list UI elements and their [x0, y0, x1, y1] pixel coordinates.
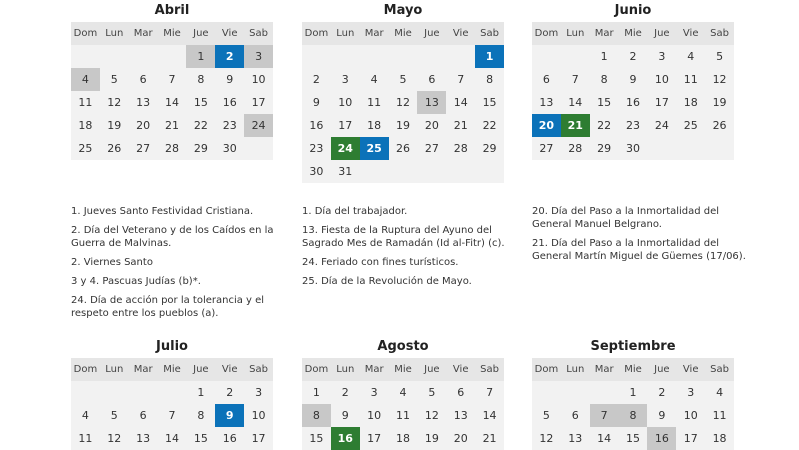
- holiday-note: 13. Fiesta de la Ruptura del Ayuno del Sagrado Mes de Ramadán (Id al-Fitr) (c).: [302, 225, 505, 249]
- weekday-label: Dom: [71, 358, 100, 381]
- weekday-header: [532, 22, 734, 45]
- month-julio: [71, 336, 273, 450]
- day-cell: 29: [193, 142, 208, 155]
- day-cell: 4: [81, 409, 89, 422]
- day-cell: 12: [395, 96, 410, 109]
- day-cell: 17: [683, 432, 698, 445]
- day-cell: 18: [683, 96, 698, 109]
- holiday-note: 25. Día de la Revolución de Mayo.: [302, 276, 472, 287]
- day-cell: 14: [164, 96, 179, 109]
- day-cell: 16: [331, 427, 360, 450]
- weekday-label: Sab: [705, 22, 734, 45]
- day-cell: 10: [367, 409, 382, 422]
- day-cell: 3: [255, 386, 263, 399]
- day-cell: 15: [625, 432, 640, 445]
- day-cell: 2: [226, 386, 234, 399]
- month-septiembre: [532, 336, 734, 450]
- day-cell: 30: [625, 142, 640, 155]
- weekday-label: Vie: [446, 22, 475, 45]
- day-cell: 13: [417, 91, 446, 114]
- day-cell: 20: [453, 432, 468, 445]
- day-cell: 23: [222, 119, 237, 132]
- day-cell: 5: [110, 73, 118, 86]
- weekday-header: [302, 22, 504, 45]
- day-cell: 5: [542, 409, 550, 422]
- weekday-label: Mar: [590, 22, 619, 45]
- day-cell: 11: [78, 96, 93, 109]
- day-cell: 14: [597, 432, 612, 445]
- day-cell: 6: [571, 409, 579, 422]
- day-cell: 26: [107, 142, 122, 155]
- empty-day-cell: [475, 160, 504, 183]
- day-cell: 10: [251, 73, 266, 86]
- day-cell: 8: [486, 73, 494, 86]
- month-agosto: [302, 336, 504, 450]
- day-cell: 13: [539, 96, 554, 109]
- day-cell: 9: [658, 409, 666, 422]
- day-cell: 7: [486, 386, 494, 399]
- day-cell: 15: [193, 96, 208, 109]
- weekday-header: [302, 358, 504, 381]
- weekday-label: Lun: [561, 358, 590, 381]
- day-cell: 3: [687, 386, 695, 399]
- day-cell: 19: [107, 119, 122, 132]
- day-cell: 16: [647, 427, 676, 450]
- day-cell: 1: [186, 45, 215, 68]
- day-cell: 22: [597, 119, 612, 132]
- day-cell: 29: [482, 142, 497, 155]
- weekday-label: Jue: [186, 22, 215, 45]
- day-cell: 8: [619, 404, 648, 427]
- empty-day-cell: [532, 381, 561, 404]
- day-cell: 16: [222, 96, 237, 109]
- day-cell: 15: [193, 432, 208, 445]
- day-cell: 2: [658, 386, 666, 399]
- day-cell: 9: [226, 73, 234, 86]
- weekday-label: Sab: [244, 22, 273, 45]
- day-cell: 8: [302, 404, 331, 427]
- day-cell: 16: [222, 432, 237, 445]
- day-cell: 9: [341, 409, 349, 422]
- day-cell: 12: [107, 432, 122, 445]
- weekday-label: Dom: [302, 358, 331, 381]
- day-cell: 5: [399, 73, 407, 86]
- weekday-header: [71, 22, 273, 45]
- day-cell: 17: [251, 96, 266, 109]
- weekday-label: Vie: [446, 358, 475, 381]
- empty-day-cell: [331, 45, 360, 68]
- day-cell: 10: [338, 96, 353, 109]
- day-cell: 4: [370, 73, 378, 86]
- day-cell: 26: [395, 142, 410, 155]
- weekday-label: Vie: [676, 358, 705, 381]
- weekday-label: Lun: [331, 358, 360, 381]
- day-cell: 7: [457, 73, 465, 86]
- empty-day-cell: [417, 160, 446, 183]
- weekday-label: Vie: [676, 22, 705, 45]
- day-cell: 9: [215, 404, 244, 427]
- day-cell: 16: [309, 119, 324, 132]
- day-cell: 27: [424, 142, 439, 155]
- day-cell: 13: [136, 432, 151, 445]
- weekday-label: Dom: [532, 22, 561, 45]
- day-cell: 17: [367, 432, 382, 445]
- day-cell: 3: [341, 73, 349, 86]
- day-cell: 14: [482, 409, 497, 422]
- day-cell: 31: [338, 165, 353, 178]
- day-cell: 7: [168, 73, 176, 86]
- weekday-label: Mar: [590, 358, 619, 381]
- weekday-label: Dom: [302, 22, 331, 45]
- day-cell: 19: [395, 119, 410, 132]
- empty-day-cell: [389, 45, 418, 68]
- empty-day-cell: [705, 137, 734, 160]
- day-cell: 8: [600, 73, 608, 86]
- day-cell: 25: [78, 142, 93, 155]
- day-cell: 1: [197, 386, 205, 399]
- holiday-note: 2. Día del Veterano y de los Caídos en la Guerra de Malvinas.: [71, 225, 274, 249]
- weekday-label: Vie: [215, 358, 244, 381]
- day-cell: 19: [712, 96, 727, 109]
- weekday-label: Sab: [475, 358, 504, 381]
- day-cell: 10: [251, 409, 266, 422]
- day-cell: 14: [164, 432, 179, 445]
- day-grid: [302, 381, 504, 450]
- day-cell: 1: [475, 45, 504, 68]
- day-cell: 21: [164, 119, 179, 132]
- day-cell: 21: [561, 114, 590, 137]
- weekday-label: Mar: [129, 358, 158, 381]
- empty-day-cell: [158, 45, 187, 68]
- day-cell: 27: [136, 142, 151, 155]
- day-cell: 11: [683, 73, 698, 86]
- holiday-note: 1. Día del trabajador.: [302, 206, 408, 217]
- notes-junio: [532, 205, 754, 269]
- notes-mayo: [302, 205, 524, 294]
- weekday-label: Jue: [417, 22, 446, 45]
- empty-day-cell: [129, 45, 158, 68]
- day-cell: 6: [542, 73, 550, 86]
- empty-day-cell: [360, 45, 389, 68]
- weekday-label: Jue: [186, 358, 215, 381]
- empty-day-cell: [302, 45, 331, 68]
- day-cell: 6: [457, 386, 465, 399]
- weekday-label: Lun: [100, 358, 129, 381]
- day-cell: 18: [78, 119, 93, 132]
- day-cell: 28: [164, 142, 179, 155]
- holiday-note: 24. Feriado con fines turísticos.: [302, 257, 459, 268]
- day-cell: 30: [222, 142, 237, 155]
- day-cell: 3: [244, 45, 273, 68]
- day-cell: 9: [312, 96, 320, 109]
- day-cell: 4: [399, 386, 407, 399]
- day-cell: 22: [482, 119, 497, 132]
- day-cell: 24: [331, 137, 360, 160]
- day-cell: 18: [712, 432, 727, 445]
- day-cell: 6: [139, 73, 147, 86]
- empty-day-cell: [158, 381, 187, 404]
- day-cell: 2: [215, 45, 244, 68]
- notes-abril: [71, 205, 293, 326]
- empty-day-cell: [71, 45, 100, 68]
- weekday-label: Mar: [360, 22, 389, 45]
- month-title: Septiembre: [590, 339, 676, 354]
- day-cell: 23: [625, 119, 640, 132]
- day-cell: 20: [424, 119, 439, 132]
- day-cell: 15: [482, 96, 497, 109]
- day-cell: 18: [395, 432, 410, 445]
- weekday-label: Mar: [360, 358, 389, 381]
- day-cell: 16: [625, 96, 640, 109]
- day-cell: 5: [428, 386, 436, 399]
- day-cell: 23: [309, 142, 324, 155]
- weekday-label: Dom: [532, 358, 561, 381]
- day-cell: 1: [629, 386, 637, 399]
- day-cell: 11: [395, 409, 410, 422]
- weekday-label: Jue: [417, 358, 446, 381]
- empty-day-cell: [100, 45, 129, 68]
- empty-day-cell: [590, 381, 619, 404]
- holiday-note: 20. Día del Paso a la Inmortalidad del General Manuel Belgrano.: [532, 206, 720, 230]
- day-cell: 4: [71, 68, 100, 91]
- weekday-label: Mie: [158, 22, 187, 45]
- weekday-header: [532, 358, 734, 381]
- day-cell: 11: [367, 96, 382, 109]
- empty-day-cell: [360, 160, 389, 183]
- empty-day-cell: [676, 137, 705, 160]
- day-cell: 17: [251, 432, 266, 445]
- month-title: Abril: [154, 3, 190, 18]
- day-grid: [71, 45, 273, 160]
- day-cell: 17: [654, 96, 669, 109]
- day-cell: 9: [629, 73, 637, 86]
- day-cell: 20: [532, 114, 561, 137]
- month-title: Julio: [156, 339, 188, 354]
- day-cell: 4: [716, 386, 724, 399]
- day-cell: 12: [539, 432, 554, 445]
- day-cell: 14: [453, 96, 468, 109]
- day-cell: 30: [309, 165, 324, 178]
- weekday-label: Jue: [647, 358, 676, 381]
- day-cell: 27: [539, 142, 554, 155]
- weekday-label: Lun: [561, 22, 590, 45]
- day-cell: 15: [309, 432, 324, 445]
- holiday-note: 24. Día de acción por la tolerancia y el respeto entre los pueblos (a).: [71, 295, 265, 319]
- empty-day-cell: [446, 160, 475, 183]
- weekday-label: Sab: [244, 358, 273, 381]
- weekday-label: Dom: [71, 22, 100, 45]
- weekday-label: Lun: [331, 22, 360, 45]
- weekday-label: Vie: [215, 22, 244, 45]
- day-cell: 11: [78, 432, 93, 445]
- day-cell: 13: [453, 409, 468, 422]
- weekday-header: [71, 358, 273, 381]
- day-cell: 13: [136, 96, 151, 109]
- day-cell: 12: [712, 73, 727, 86]
- day-cell: 8: [197, 409, 205, 422]
- month-mayo: [302, 0, 504, 183]
- day-cell: 24: [654, 119, 669, 132]
- empty-day-cell: [647, 137, 676, 160]
- day-cell: 28: [453, 142, 468, 155]
- day-grid: [71, 381, 273, 450]
- weekday-label: Mie: [619, 358, 648, 381]
- empty-day-cell: [417, 45, 446, 68]
- weekday-label: Jue: [647, 22, 676, 45]
- empty-day-cell: [561, 381, 590, 404]
- day-cell: 3: [370, 386, 378, 399]
- empty-day-cell: [71, 381, 100, 404]
- weekday-label: Mar: [129, 22, 158, 45]
- day-cell: 6: [428, 73, 436, 86]
- day-cell: 22: [193, 119, 208, 132]
- day-cell: 2: [629, 50, 637, 63]
- day-cell: 21: [482, 432, 497, 445]
- day-cell: 5: [110, 409, 118, 422]
- empty-day-cell: [532, 45, 561, 68]
- day-cell: 25: [360, 137, 389, 160]
- day-cell: 24: [244, 114, 273, 137]
- empty-day-cell: [244, 137, 273, 160]
- month-junio: [532, 0, 734, 160]
- empty-day-cell: [100, 381, 129, 404]
- day-cell: 1: [600, 50, 608, 63]
- day-cell: 7: [571, 73, 579, 86]
- weekday-label: Sab: [475, 22, 504, 45]
- day-cell: 19: [424, 432, 439, 445]
- month-abril: [71, 0, 273, 160]
- weekday-label: Mie: [389, 358, 418, 381]
- day-grid: [532, 45, 734, 160]
- holiday-note: 1. Jueves Santo Festividad Cristiana.: [71, 206, 254, 217]
- day-cell: 29: [597, 142, 612, 155]
- day-grid: [302, 45, 504, 183]
- weekday-label: Mie: [619, 22, 648, 45]
- day-cell: 10: [654, 73, 669, 86]
- empty-day-cell: [389, 160, 418, 183]
- day-grid: [532, 381, 734, 450]
- day-cell: 20: [136, 119, 151, 132]
- day-cell: 1: [312, 386, 320, 399]
- holiday-note: 21. Día del Paso a la Inmortalidad del General Martín Miguel de Güemes (17/06).: [532, 238, 746, 262]
- day-cell: 11: [712, 409, 727, 422]
- day-cell: 15: [597, 96, 612, 109]
- day-cell: 14: [568, 96, 583, 109]
- day-cell: 6: [139, 409, 147, 422]
- day-cell: 13: [568, 432, 583, 445]
- day-cell: 7: [590, 404, 619, 427]
- day-cell: 17: [338, 119, 353, 132]
- day-cell: 18: [367, 119, 382, 132]
- holiday-note: 2. Viernes Santo: [71, 257, 153, 268]
- day-cell: 2: [312, 73, 320, 86]
- holiday-note: 3 y 4. Pascuas Judías (b)*.: [71, 276, 201, 287]
- weekday-label: Mie: [389, 22, 418, 45]
- day-cell: 3: [658, 50, 666, 63]
- day-cell: 10: [683, 409, 698, 422]
- day-cell: 7: [168, 409, 176, 422]
- weekday-label: Lun: [100, 22, 129, 45]
- weekday-label: Sab: [705, 358, 734, 381]
- day-cell: 2: [341, 386, 349, 399]
- day-cell: 26: [712, 119, 727, 132]
- empty-day-cell: [129, 381, 158, 404]
- month-title: Mayo: [383, 3, 423, 18]
- empty-day-cell: [446, 45, 475, 68]
- day-cell: 25: [683, 119, 698, 132]
- month-title: Junio: [614, 3, 652, 18]
- day-cell: 5: [716, 50, 724, 63]
- weekday-label: Mie: [158, 358, 187, 381]
- day-cell: 12: [107, 96, 122, 109]
- month-title: Agosto: [377, 339, 429, 354]
- day-cell: 4: [687, 50, 695, 63]
- day-cell: 8: [197, 73, 205, 86]
- day-cell: 28: [568, 142, 583, 155]
- day-cell: 12: [424, 409, 439, 422]
- empty-day-cell: [561, 45, 590, 68]
- day-cell: 21: [453, 119, 468, 132]
